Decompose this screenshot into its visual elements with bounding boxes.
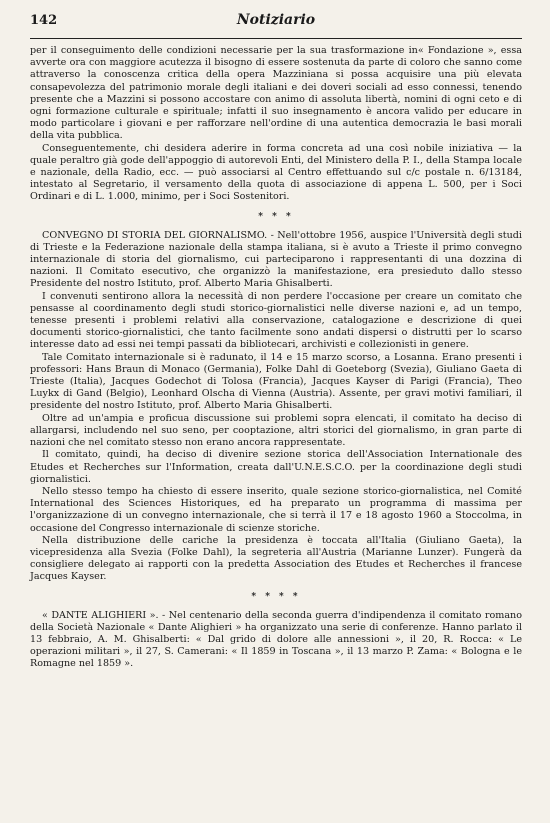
section-separator: * * * * bbox=[251, 591, 301, 602]
paragraph: Conseguentemente, chi desidera aderire in forma concreta ad una così nobile iniziativa — la quale peraltro già gode dell'appoggio di autorevoli Enti, del Ministero della P. I., della Stampa locale e nazionale, della Radio, ecc. — può associarsi al Centro effettuando sul c/c postale n. 6/13184, intestato al Segretario, il versamento della quota di associazione di appena L. 500, per i Soci Ordinari e di L. 1.000, minimo, per i Soci Sostenitori. bbox=[30, 142, 522, 203]
paragraph: I convenuti sentirono allora la necessità di non perdere l'occasione per creare un comitato che pensasse al coordinamento degli studi storico-giornalistici nelle diverse nazioni e, ad un tempo, tenesse presenti i problemi relativi alla conservazione, catalogazione e descrizione di quei documenti storico-giornalistici, che tanto facilmente sono andati dispersi o distrutti per lo scarso interesse dato ad essi nei tempi passati da bibliotecari, archivisti e collezionisti in genere. bbox=[30, 290, 522, 351]
page-number: 142 bbox=[30, 13, 58, 28]
paragraph: per il conseguimento delle condizioni necessarie per la sua trasformazione in« Fondazione », essa avverte ora con maggiore acutezza il bisogno di essere sostenuta da parte di coloro che sanno come attraverso la conoscenza critica della opera Mazziniana si possa acquisire una più elevata consapevolezza del patrimonio morale degli italiani e dei doveri sociali ad esso connessi, tenendo presente che a Mazzini si possono accostare con animo di assoluta libertà, nomini di ogni ceto e di ogni formazione culturale e spirituale; infatti il suo insegnamento è ancora valido per educare in modo particolare i giovani e per rafforzare nell'ordine di una autentica democrazia le basi morali della vita pubblica. bbox=[30, 45, 522, 142]
page-header bbox=[30, 12, 522, 39]
paragraph: « DANTE ALIGHIERI ». - Nel centenario della seconda guerra d'indipendenza il comitato romano della Società Nazionale « Dante Alighieri » ha organizzato una serie di conferenze. Hanno parlato il 13 febbraio, A. M. Ghisalberti: « Dal grido di dolore alle annessioni », il 20, R. Rocca: « Le operazioni militari », il 27, S. Camerani: « Il 1859 in Toscana », il 13 marzo P. Zama: « Bologna e le Romagne nel 1859 ». bbox=[30, 609, 522, 670]
paragraph: CONVEGNO DI STORIA DEL GIORNALISMO. - Nell'ottobre 1956, auspice l'Università degli studi di Trieste e la Federazione nazionale della stampa italiana, si è avuto a Trieste il primo convegno internazionale di storia del giornalismo, cui parteciparono i rappresentanti di una dozzina di nazioni. Il Comitato esecutivo, che organizzò la manifestazione, era presieduto dallo stesso Presidente del nostro Istituto, prof. Alberto Maria Ghisalberti. bbox=[30, 229, 522, 290]
paragraph: Il comitato, quindi, ha deciso di divenire sezione storica dell'Association Internationale des Etudes et Recherches sur l'Information, creata dall'U.N.E.S.C.O. per la coordinazione degli studi giornalistici. bbox=[30, 449, 522, 485]
section-separator: * * * bbox=[258, 211, 294, 222]
paragraph: Nella distribuzione delle cariche la presidenza è toccata all'Italia (Giuliano Gaeta), la vicepresidenza alla Svezia (Folke Dahl), la segreteria all'Austria (Marianne Lunzer). Fungerà da consigliere delegato ai rapporti con la predetta Association des Etudes et Recherches il francese Jacques Kayser. bbox=[30, 534, 522, 583]
paragraph: Oltre ad un'ampia e proficua discussione sui problemi sopra elencati, il comitato ha deciso di allargarsi, includendo nel suo seno, per cooptazione, altri storici del giornalismo, in gran parte di nazioni che nel comitato stesso non erano ancora rappresentate. bbox=[30, 412, 522, 449]
paragraph: Nello stesso tempo ha chiesto di essere inserito, quale sezione storico-giornalistica, nel Comité International des Sciences Historiques, ed ha preparato un programma di massima per l'organizzazione di un convegno internazionale, che si terrà il 17 e 18 agosto 1960 a Stoccolma, in occasione del Congresso internazionale di scienze storiche. bbox=[30, 485, 522, 534]
running-title: Notiziario bbox=[236, 12, 316, 28]
paragraph: Tale Comitato internazionale si è radunato, il 14 e 15 marzo scorso, a Losanna. Erano presenti i professori: Hans Braun di Monaco (Germania), Folke Dahl di Goeteborg (Svezia), Giuliano Gaeta di Trieste (Italia), Jacques Godechot di Tolosa (Francia), Jacques Kayser di Parigi (Francia), Theo Luykx di Gand (Belgio), Leonhard Olscha di Vienna (Austria). Assente, per gravi motivi familiari, il presidente del nostro Istituto, prof. Alberto Maria Ghisalberti. bbox=[30, 351, 522, 412]
